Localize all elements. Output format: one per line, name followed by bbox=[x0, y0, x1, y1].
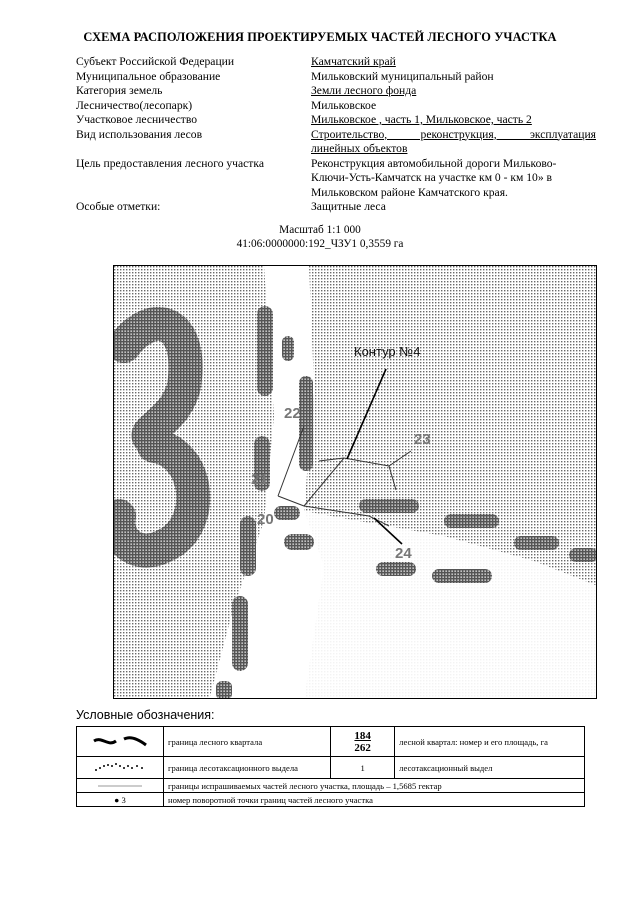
legend-text: граница лесного квартала bbox=[164, 727, 331, 757]
scale-label: Масштаб 1:1 000 bbox=[279, 224, 361, 236]
legend-desc: лесотаксационный выдел bbox=[395, 757, 585, 779]
legend-symbol bbox=[77, 793, 164, 807]
legend-title: Условные обозначения: bbox=[76, 708, 215, 722]
legend-text: границы испрашиваемых частей лесного участка, площадь – 1,5685 гектар bbox=[164, 779, 585, 793]
legend-row bbox=[77, 793, 585, 807]
legend-symbol bbox=[77, 779, 164, 793]
legend-number: 1 bbox=[331, 757, 395, 779]
turning-point-icon: ● bbox=[114, 794, 120, 805]
field-value-cont: Мильковском районе Камчатского края. bbox=[311, 185, 508, 199]
field-label: Категория земель bbox=[76, 84, 163, 97]
requested-boundary-icon bbox=[90, 783, 150, 789]
field-label: Особые отметки: bbox=[76, 200, 161, 213]
field-value: Камчатский край bbox=[311, 55, 396, 68]
legend-row bbox=[77, 727, 585, 757]
point-label: 21 bbox=[251, 471, 268, 488]
info-block bbox=[76, 55, 596, 215]
map-graphic bbox=[114, 266, 597, 699]
field-forestry bbox=[76, 99, 596, 114]
vydel-boundary-icon bbox=[90, 761, 150, 773]
legend-symbol bbox=[77, 727, 164, 757]
field-value: Мильковское , часть 1, Мильковское, часть 2 bbox=[311, 113, 532, 126]
field-label: Вид использования лесов bbox=[76, 127, 203, 141]
parcel-label: 41:06:0000000:192_ЧЗУ1 0,3559 га bbox=[236, 238, 404, 250]
quarter-area: 262 bbox=[354, 741, 371, 754]
map-panel bbox=[113, 265, 597, 699]
legend-desc: лесной квартал: номер и его площадь, га bbox=[395, 727, 585, 757]
field-usage-type bbox=[76, 128, 596, 157]
quarter-boundary-icon bbox=[90, 734, 150, 748]
legend-symbol bbox=[77, 757, 164, 779]
field-label: Субъект Российской Федерации bbox=[76, 55, 235, 68]
legend-row bbox=[77, 757, 585, 779]
field-purpose bbox=[76, 157, 596, 201]
page-title: СХЕМА РАСПОЛОЖЕНИЯ ПРОЕКТИРУЕМЫХ ЧАСТЕЙ ЛЕСНОГО УЧАСТКА bbox=[83, 30, 557, 44]
legend-text: граница лесотаксационного выдела bbox=[164, 757, 331, 779]
field-value-cont: линейных объектов bbox=[311, 142, 408, 155]
field-value: Строительство, реконструкция, эксплуатация bbox=[311, 127, 596, 141]
field-label: Муниципальное образование bbox=[76, 69, 221, 83]
field-label: Лесничество(лесопарк) bbox=[76, 98, 193, 112]
field-value: Земли лесного фонда bbox=[311, 84, 417, 97]
contour-label: Контур №4 bbox=[354, 344, 421, 359]
field-land-category bbox=[76, 84, 596, 99]
field-label: Цель предоставления лесного участка bbox=[76, 156, 264, 170]
quarter-number: 184 bbox=[354, 729, 371, 742]
legend-number bbox=[331, 727, 395, 757]
field-subject bbox=[76, 55, 596, 70]
field-value-cont: Ключи-Усть-Камчатск на участке км 0 - км 10» в bbox=[311, 171, 553, 184]
field-municipality bbox=[76, 70, 596, 85]
legend-text: номер поворотной точки границ частей лесного участка bbox=[164, 793, 585, 807]
point-label: 22 bbox=[284, 405, 301, 422]
field-district-forestry bbox=[76, 113, 596, 128]
field-value: Мильковский муниципальный район bbox=[311, 69, 494, 83]
field-special-notes bbox=[76, 200, 596, 215]
field-value: Реконструкция автомобильной дороги Мильково- bbox=[311, 156, 557, 170]
field-value: Защитные леса bbox=[311, 200, 386, 213]
point-label: 24 bbox=[395, 545, 412, 562]
legend-table bbox=[76, 726, 585, 807]
legend-row bbox=[77, 779, 585, 793]
point-label: 20 bbox=[257, 511, 274, 528]
point-label: 23 bbox=[414, 431, 431, 448]
turning-point-number: 3 bbox=[121, 794, 126, 805]
field-value: Мильковское bbox=[311, 98, 377, 112]
field-label: Участковое лесничество bbox=[76, 113, 198, 126]
